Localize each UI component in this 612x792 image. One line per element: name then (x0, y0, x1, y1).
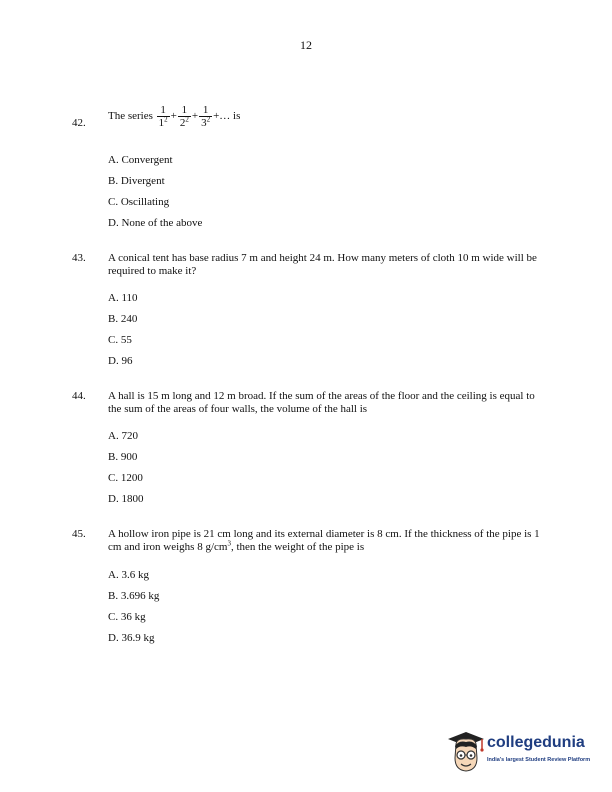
option-43-a: A. 110 (108, 292, 138, 304)
option-42-b: B. Divergent (108, 175, 165, 187)
question-text-45: A hollow iron pipe is 21 cm long and its external diameter is 8 cm. If the thickness of the pipe is 1 cm and iron weighs 8 $g/cm^3$, then the weight of the pipe is (108, 528, 540, 553)
option-45-b: B. 3.696 kg (108, 590, 160, 602)
brand-tagline: India's largest Student Review Platform (487, 757, 591, 763)
series-label: The series (108, 110, 153, 123)
option-43-c: C. 55 (108, 334, 132, 346)
option-45-c: C. 36 kg (108, 611, 146, 623)
question-number-42: 42. (72, 117, 86, 129)
collegedunia-logo[interactable] (447, 730, 607, 775)
option-45-d: D. 36.9 kg (108, 632, 155, 644)
question-text-43: A conical tent has base radius 7 m and height 24 m. How many meters of cloth 10 m wide will be required to make it? (108, 252, 537, 277)
option-42-a: A. Convergent (108, 154, 173, 166)
series-term-3: $\frac{1}{3^2}$ (201, 104, 211, 129)
brand-name: collegedunia (487, 734, 585, 751)
question-text-42 (108, 104, 542, 129)
option-42-d: D. None of the above (108, 217, 203, 229)
series-term-1: $\frac{1}{1^2}$ (158, 104, 168, 129)
series-suffix: +… is (213, 110, 241, 123)
question-number-45: 45. (72, 528, 86, 540)
option-43-d: D. 96 (108, 355, 133, 367)
option-45-a: A. 3.6 kg (108, 569, 149, 581)
page-number: 12 (300, 38, 312, 52)
option-44-b: B. 900 (108, 451, 138, 463)
question-number-43: 43. (72, 252, 86, 264)
mascot-icon (447, 730, 485, 774)
plus-sign: + (191, 110, 199, 123)
option-44-c: C. 1200 (108, 472, 143, 484)
plus-sign: + (170, 110, 177, 123)
option-43-b: B. 240 (108, 313, 138, 325)
question-text-44: A hall is 15 m long and 12 m broad. If the sum of the areas of the floor and the ceiling is equal to the sum of the areas of four walls, the volume of the hall is (108, 390, 535, 415)
series-term-2: $\frac{1}{2^2}$ (179, 104, 189, 129)
option-44-a: A. 720 (108, 430, 138, 442)
option-42-c: C. Oscillating (108, 196, 170, 208)
question-number-44: 44. (72, 390, 86, 402)
option-44-d: D. 1800 (108, 493, 144, 505)
